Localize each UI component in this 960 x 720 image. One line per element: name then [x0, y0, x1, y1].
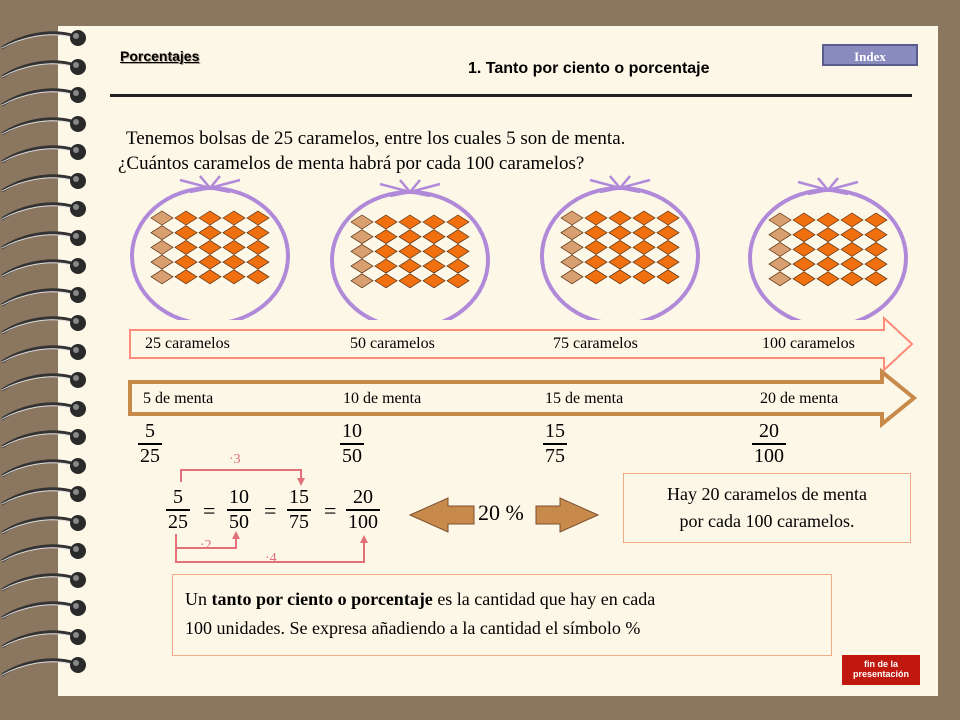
eq-fraction-4: $\frac{20}{100}$ — [348, 486, 378, 533]
equals-1: = — [203, 498, 216, 523]
left-arrow — [410, 498, 474, 532]
fraction-15-75: $\frac{15}{75}$ — [545, 420, 565, 467]
total-label-3: 75 caramelos — [553, 335, 638, 352]
mint-label-4: 20 de menta — [760, 390, 839, 407]
percent-label: 20 % — [478, 500, 524, 525]
eq-fraction-1: $\frac{5}{25}$ — [168, 486, 188, 533]
result-line-1: Hay 20 caramelos de menta — [667, 484, 867, 504]
right-arrow — [536, 498, 598, 532]
fraction-5-25: $\frac{5}{25}$ — [140, 420, 160, 467]
mult-bracket-top — [181, 470, 301, 482]
mint-label-3: 15 de menta — [545, 390, 624, 407]
mult-label-3: ·3 — [229, 452, 241, 467]
result-box — [623, 473, 911, 543]
total-label-4: 100 caramelos — [762, 335, 855, 352]
equals-3: = — [324, 498, 337, 523]
total-label-2: 50 caramelos — [350, 335, 435, 352]
index-button[interactable]: Index — [822, 44, 918, 66]
total-label-1: 25 caramelos — [145, 335, 230, 352]
mint-label-2: 10 de menta — [343, 390, 422, 407]
mint-label-1: 5 de menta — [143, 390, 214, 407]
definition-line-1: Un tanto por ciento o porcentaje es la cantidad que hay en cada — [185, 589, 656, 609]
question-line-2: ¿Cuántos caramelos de menta habrá por cada 100 caramelos? — [118, 153, 585, 174]
equals-2: = — [264, 498, 277, 523]
end-presentation-button[interactable]: fin de la presentación — [842, 655, 920, 685]
question-line-1: Tenemos bolsas de 25 caramelos, entre los cuales 5 son de menta. — [126, 128, 626, 149]
porcentajes-link[interactable]: Porcentajes — [120, 48, 200, 64]
definition-term: tanto por ciento o porcentaje — [211, 589, 433, 609]
result-line-2: por cada 100 caramelos. — [679, 511, 855, 531]
mult-label-2: ·2 — [200, 538, 212, 553]
definition-box — [172, 574, 832, 656]
fraction-10-50: $\frac{10}{50}$ — [342, 420, 362, 467]
mult-label-4: ·4 — [265, 551, 277, 566]
definition-line-2: 100 unidades. Se expresa añadiendo a la cantidad el símbolo % — [185, 618, 641, 638]
fraction-20-100: $\frac{20}{100}$ — [754, 420, 784, 467]
eq-fraction-3: $\frac{15}{75}$ — [289, 486, 309, 533]
section-subtitle: 1. Tanto por ciento o porcentaje — [468, 60, 710, 77]
eq-fraction-2: $\frac{10}{50}$ — [229, 486, 249, 533]
